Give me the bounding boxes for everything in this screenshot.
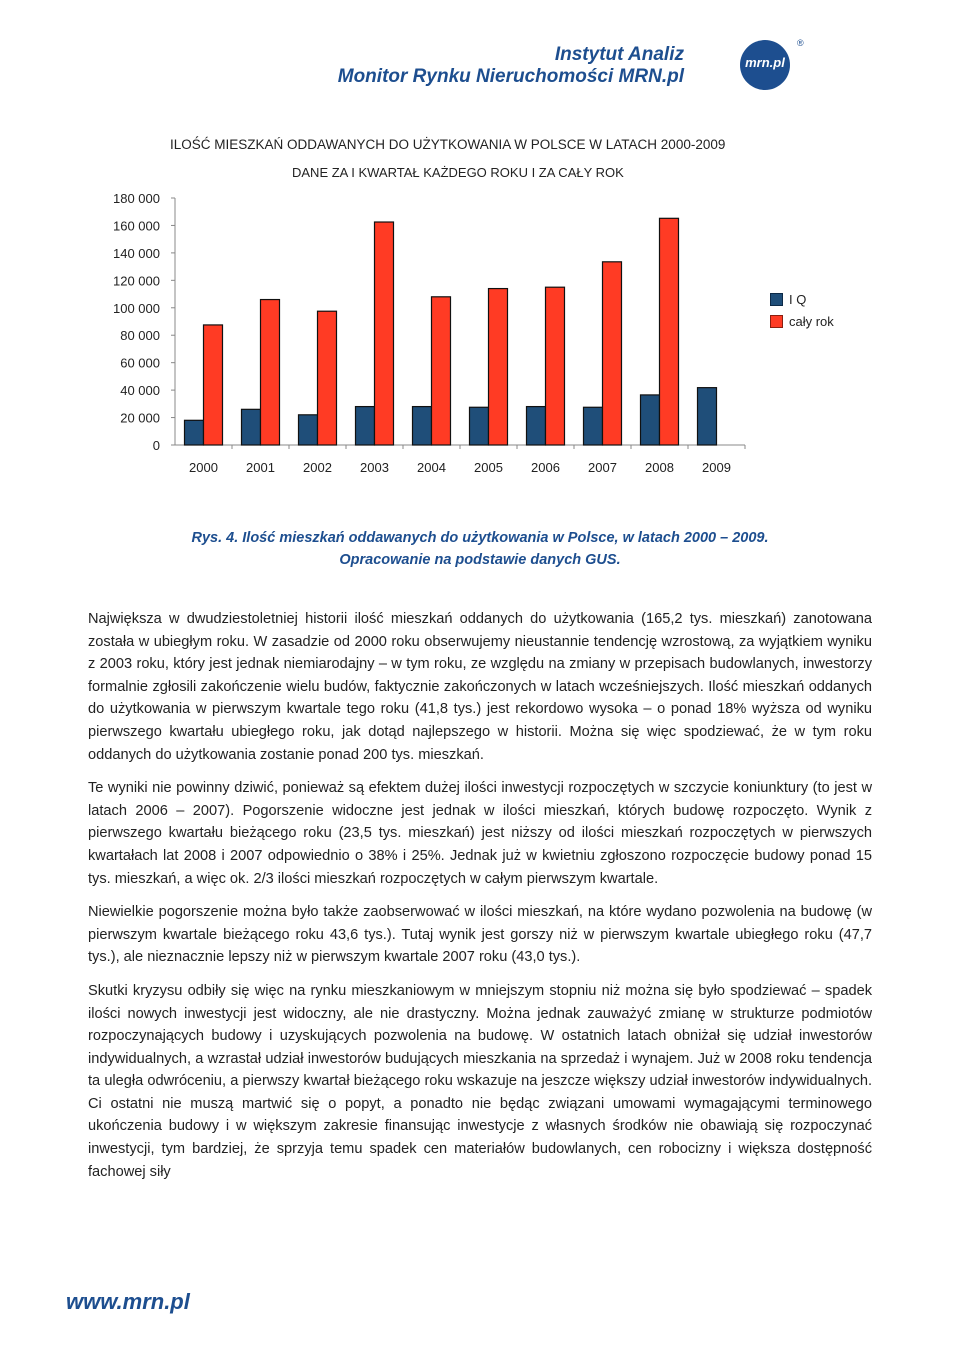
bar-iq <box>185 420 204 445</box>
legend-swatch-caly-rok <box>770 315 783 328</box>
page-header <box>337 38 840 90</box>
figure-caption-line1: Rys. 4. Ilość mieszkań oddawanych do użytkowania w Polsce, w latach 2000 – 2009. <box>191 530 769 546</box>
bar-iq <box>242 409 261 445</box>
article-body <box>88 608 872 1194</box>
logo-text: mrn.pl <box>745 55 785 70</box>
y-tick-label: 120 000 <box>113 273 160 289</box>
x-tick-label: 2004 <box>417 460 446 475</box>
chart-title: ILOŚĆ MIESZKAŃ ODDAWANYCH DO UŻYTKOWANIA W POLSCE W LATACH 2000-2009 <box>170 137 726 152</box>
bar-iq <box>356 407 375 445</box>
paragraph-2: Te wyniki nie powinny dziwić, ponieważ są efektem dużej ilości inwestycji rozpoczętych w szczycie koniunktury (to jest w latach 2006 – 2007). Pogorszenie widoczne jest jednak w ilości mieszkań, których budowę rozpoczęto. Wynik z pierwszego kwartału bieżącego roku (23,5 tys. mieszkań) jest niższy od ilości mieszkań rozpoczętych w pierwszych kwartałach lat 2008 i 2007 odpowiednio o 38% i 25%. Jednak już w kwietniu zgłoszono rozpoczęcie budowy ponad 15 tys. mieszkań, a więc ok. 2/3 ilości mieszkań rozpoczętych w całym pierwszym kwartale. <box>88 780 872 887</box>
legend-label-iq: I Q <box>789 291 807 307</box>
x-tick-label: 2000 <box>189 460 218 475</box>
x-tick-label: 2002 <box>303 460 332 475</box>
bar-caly-rok <box>432 297 451 445</box>
bar-iq <box>470 407 489 445</box>
bar-iq <box>299 415 318 445</box>
bar-iq <box>527 407 546 445</box>
x-tick-label: 2001 <box>246 460 275 475</box>
legend-item-caly-rok <box>770 310 834 332</box>
bar-caly-rok <box>375 222 394 445</box>
x-tick-label: 2009 <box>702 460 731 475</box>
bar-chart <box>0 125 960 495</box>
bar-caly-rok <box>489 289 508 445</box>
header-monitor-name: Monitor Rynku Nieruchomości MRN.pl <box>337 66 684 87</box>
y-tick-label: 100 000 <box>113 300 160 316</box>
paragraph-1: Największa w dwudziestoletniej historii ilość mieszkań oddanych do użytkowania (165,2 tys. mieszkań) zanotowana została w ubiegłym roku. W zasadzie od 2000 roku obserwujemy nieustannie tendencję wzrostową, za wyjątkiem wyniku z 2003 roku, który jest jednak niemiarodajny – w tym roku, ze względu na zmiany w przepisach budowlanych, inwestorzy formalnie zgłosili zakończenie wielu budów, faktycznie zakończonych w latach wcześniejszych. Ilość mieszkań oddanych do użytkowania w pierwszym kwartale tego roku (41,8 tys.) jest rekordowo wysoka – o ponad 18% wyższa od wyniku pierwszego kwartału ubiegłego roku, jak dotąd najlepszego w historii. Można się więc spodziewać, że w tym roku oddanych do użytkowania zostanie ponad 200 tys. mieszkań. <box>88 611 872 763</box>
paragraph-4: Skutki kryzysu odbiły się więc na rynku mieszkaniowym w mniejszym stopniu niż można się było spodziewać – spadek ilości nowych inwestycji jest widoczny, ale nie drastyczny. Można jednak zauważyć zmianę w strukturze podmiotów rozpoczynających budowy i uzyskujących pozwolenia na budowę. W ostatnich latach obniżał się udział inwestorów indywidualnych, a wzrastał udział inwestorów budujących mieszkania na sprzedaż i wynajem. Już w 2008 roku tendencja ta uległa odwróceniu, a pierwszy kwartał bieżącego roku wskazuje na jeszcze większy udział inwestorów indywidualnych. Ci ostatni nie muszą martwić się o popyt, a ponadto nie będąc związani umowami wymagającymi terminowego ukończenia budowy i w większym zakresie finansując inwestycje z własnych środków nie obawiają się rozpoczynać inwestycji, tym bardziej, że sprzyja temu spadek cen materiałów budowlanych, cen robocizny i większa dostępność fachowej siły <box>88 982 872 1180</box>
y-tick-label: 140 000 <box>113 245 160 261</box>
y-tick-label: 0 <box>152 438 160 453</box>
header-institute-name: Instytut Analiz <box>554 44 684 65</box>
registered-mark: ® <box>797 38 804 48</box>
y-tick-label: 160 000 <box>113 218 160 234</box>
figure-caption-line2: Opracowanie na podstawie danych GUS. <box>339 552 621 568</box>
legend-item-iq <box>770 288 834 310</box>
bar-iq <box>641 395 660 445</box>
x-tick-label: 2007 <box>588 460 617 475</box>
x-tick-label: 2003 <box>360 460 389 475</box>
y-tick-label: 20 000 <box>120 410 160 426</box>
bar-iq <box>698 388 717 445</box>
bar-caly-rok <box>660 218 679 445</box>
bar-caly-rok <box>204 325 223 445</box>
bar-iq <box>584 407 603 445</box>
paragraph-3: Niewielkie pogorszenie można było także zaobserwować w ilości mieszkań, na które wydano pozwolenia na budowę (w pierwszym kwartale bieżącego roku 43,6 tys.). Tutaj wynik jest gorszy niż w pierwszym kwartale ubiegłego roku (47,7 tys.), ale nieznacznie lepszy niż w pierwszym kwartale 2007 roku (43,0 tys.). <box>88 904 872 966</box>
bar-caly-rok <box>603 262 622 445</box>
y-tick-label: 40 000 <box>120 383 160 399</box>
y-tick-label: 180 000 <box>113 191 160 206</box>
chart-legend <box>770 288 834 332</box>
bar-caly-rok <box>261 300 280 445</box>
x-tick-label: 2006 <box>531 460 560 475</box>
y-tick-label: 80 000 <box>120 328 160 344</box>
x-tick-label: 2005 <box>474 460 503 475</box>
legend-label-caly-rok: cały rok <box>789 313 834 329</box>
footer-url[interactable]: www.mrn.pl <box>66 1289 190 1314</box>
x-tick-label: 2008 <box>645 460 674 475</box>
chart-subtitle: DANE ZA I KWARTAŁ KAŻDEGO ROKU I ZA CAŁY ROK <box>292 165 624 180</box>
y-tick-label: 60 000 <box>120 355 160 371</box>
bar-iq <box>413 407 432 445</box>
mrn-logo <box>740 40 790 90</box>
legend-swatch-iq <box>770 293 783 306</box>
bar-caly-rok <box>318 311 337 445</box>
bar-caly-rok <box>546 287 565 445</box>
